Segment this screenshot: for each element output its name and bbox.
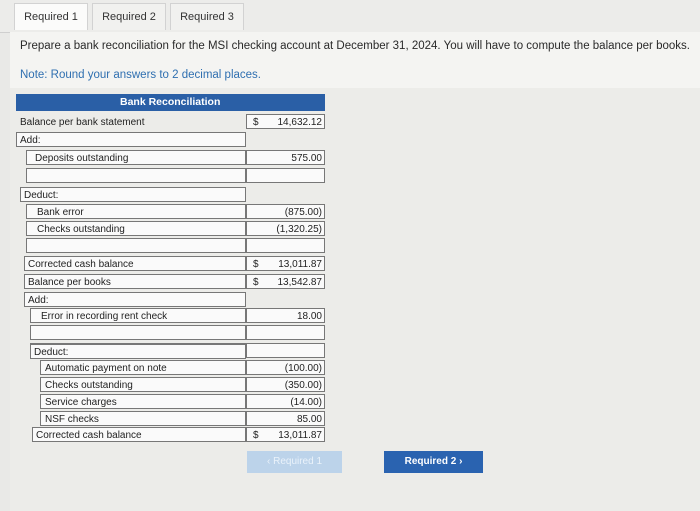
auto-payment-input[interactable]: (100.00) xyxy=(246,360,325,375)
table-row xyxy=(16,411,325,428)
corrected-cash-balance-input[interactable]: $ 13,011.87 xyxy=(246,256,325,271)
table-row xyxy=(16,308,325,325)
bank-error-input[interactable]: (875.00) xyxy=(246,204,325,219)
books-checks-outstanding-label[interactable]: Checks outstanding xyxy=(40,377,246,392)
next-button[interactable]: Required 2 › xyxy=(384,451,483,473)
table-row xyxy=(16,132,325,149)
table-row xyxy=(16,150,325,167)
table-row xyxy=(16,274,325,291)
corrected-cash-balance-label[interactable]: Corrected cash balance xyxy=(24,256,246,271)
balance-per-bank-label: Balance per bank statement xyxy=(20,117,145,128)
table-row xyxy=(16,344,325,361)
books-checks-outstanding-input[interactable]: (350.00) xyxy=(246,377,325,392)
add-label: Add: xyxy=(16,132,246,147)
chevron-left-icon: ‹ xyxy=(266,456,271,467)
tab-required-3[interactable]: Required 3 xyxy=(170,3,244,30)
table-row xyxy=(16,292,325,309)
table-row xyxy=(16,427,325,444)
table-header: Bank Reconciliation xyxy=(16,94,325,111)
nsf-checks-label[interactable]: NSF checks xyxy=(40,411,246,426)
deposits-outstanding-label[interactable]: Deposits outstanding xyxy=(26,150,246,165)
chevron-right-icon: › xyxy=(459,456,463,467)
empty-amount-input[interactable] xyxy=(246,325,325,340)
table-row xyxy=(16,204,325,221)
empty-label-input[interactable] xyxy=(26,168,246,183)
bank-error-label[interactable]: Bank error xyxy=(26,204,246,219)
tab-required-1[interactable]: Required 1 xyxy=(14,3,88,30)
deduct-label: Deduct: xyxy=(20,187,246,202)
tab-required-2[interactable]: Required 2 xyxy=(92,3,166,30)
previous-button[interactable]: ‹ Required 1 xyxy=(247,451,342,473)
error-rent-check-label[interactable]: Error in recording rent check xyxy=(30,308,246,323)
table-row xyxy=(16,168,325,185)
service-charges-input[interactable]: (14.00) xyxy=(246,394,325,409)
table-row xyxy=(16,325,325,342)
balance-per-bank-input[interactable]: $ 14,632.12 xyxy=(246,114,325,129)
books-add-label: Add: xyxy=(24,292,246,307)
books-corrected-cash-balance-label[interactable]: Corrected cash balance xyxy=(32,427,246,442)
instructions xyxy=(10,32,700,88)
table-row xyxy=(16,394,325,411)
checks-outstanding-input[interactable]: (1,320.25) xyxy=(246,221,325,236)
table-row xyxy=(16,238,325,255)
auto-payment-label[interactable]: Automatic payment on note xyxy=(40,360,246,375)
empty-amount-input[interactable] xyxy=(246,238,325,253)
table-row xyxy=(16,360,325,377)
table-row xyxy=(16,377,325,394)
table-row xyxy=(16,187,325,204)
table-row xyxy=(16,114,325,131)
nsf-checks-input[interactable]: 85.00 xyxy=(246,411,325,426)
books-corrected-cash-balance-input[interactable]: $ 13,011.87 xyxy=(246,427,325,442)
books-deduct-label: Deduct: xyxy=(30,344,246,359)
error-rent-check-input[interactable]: 18.00 xyxy=(246,308,325,323)
empty-amount-input[interactable] xyxy=(246,168,325,183)
table-row xyxy=(16,256,325,273)
balance-per-books-label[interactable]: Balance per books xyxy=(24,274,246,289)
instruction-text: Prepare a bank reconciliation for the MSI checking account at December 31, 2024. You will have to compute the balance per books. xyxy=(20,40,690,52)
tab-bar xyxy=(0,0,700,33)
empty-label-input[interactable] xyxy=(26,238,246,253)
deposits-outstanding-input[interactable]: 575.00 xyxy=(246,150,325,165)
empty-label-input[interactable] xyxy=(30,325,246,340)
table-row xyxy=(16,221,325,238)
rounding-note: Note: Round your answers to 2 decimal places. xyxy=(20,69,261,81)
service-charges-label[interactable]: Service charges xyxy=(40,394,246,409)
balance-per-books-input[interactable]: $ 13,542.87 xyxy=(246,274,325,289)
checks-outstanding-label[interactable]: Checks outstanding xyxy=(26,221,246,236)
